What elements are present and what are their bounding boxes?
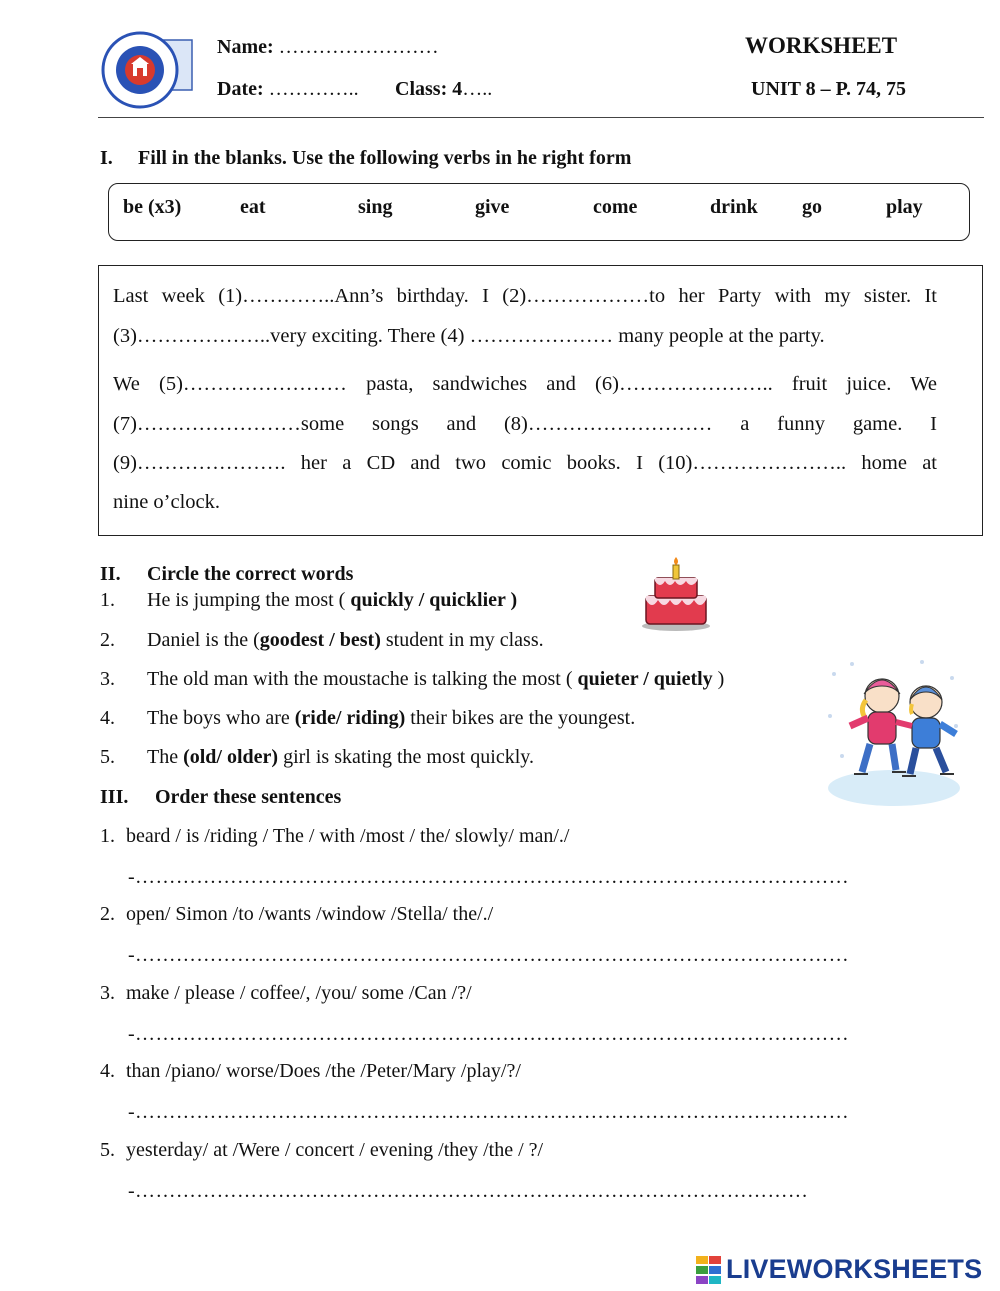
circle-item-5 (100, 746, 115, 769)
item-choices[interactable]: quieter / quietly (577, 668, 713, 690)
item-number: 1. (100, 589, 115, 611)
item-text: The old man with the moustache is talking the most ( (147, 668, 578, 690)
item-choices[interactable]: quickly / quicklier ) (350, 589, 518, 611)
order-item-5 (100, 1139, 543, 1162)
verb-sing: sing (358, 196, 393, 218)
item-number: 1. (100, 825, 115, 847)
order-item-1 (100, 825, 570, 848)
verb-drink: drink (710, 196, 758, 218)
section3-title: Order these sentences (155, 786, 342, 808)
item-number: 5. (100, 746, 115, 768)
liveworksheets-brand: LIVEWORKSHEETS (726, 1254, 983, 1284)
item-number: 2. (100, 903, 115, 925)
date-field[interactable] (217, 78, 359, 101)
circle-item-1 (100, 589, 115, 612)
passage-box (98, 265, 983, 536)
order-item-2 (100, 903, 493, 926)
circle-item-4 (100, 707, 115, 730)
skating-children-illustration (822, 656, 962, 812)
circle-item-4-text[interactable] (147, 707, 635, 730)
item-choices[interactable]: goodest / best) (259, 629, 381, 651)
verb-give: give (475, 196, 510, 218)
item-number: 4. (100, 1060, 115, 1082)
item-number: 3. (100, 982, 115, 1004)
item-text-post: ) (712, 668, 725, 690)
item-text-post: student in my class. (380, 629, 544, 651)
date-label: Date: (217, 78, 264, 100)
item-choices[interactable]: (old/ older) (183, 746, 279, 768)
name-dots: …………………… (278, 36, 439, 58)
circle-item-2-text[interactable] (147, 629, 544, 652)
section2-number: II. (100, 563, 121, 585)
scrambled-words: than /piano/ worse/Does /the /Peter/Mary /play/?/ (126, 1060, 521, 1082)
circle-item-2 (100, 629, 115, 652)
item-number: 4. (100, 707, 115, 729)
item-text: The boys who are (147, 707, 295, 729)
order-item-3 (100, 982, 472, 1005)
scrambled-words: beard / is /riding / The / with /most / the/ slowly/ man/./ (126, 825, 570, 847)
passage-line-6: nine o’clock. (113, 491, 221, 513)
item-text: The (147, 746, 184, 768)
answer-line-5[interactable]: -……………………………………………………………………………………… (128, 1180, 809, 1202)
item-number: 3. (100, 668, 115, 690)
section3-number: III. (100, 786, 129, 808)
worksheet-title: WORKSHEET (745, 33, 898, 58)
passage-line-4[interactable]: (7)……………………some songs and (8)……………………… a funny game. I (113, 413, 937, 435)
item-choices[interactable]: (ride/ riding) (294, 707, 406, 729)
circle-item-3-text[interactable] (147, 668, 724, 691)
verb-go: go (802, 196, 822, 218)
passage-line-2[interactable]: (3)………………..very exciting. There (4) ………………… many people at the party. (113, 325, 825, 347)
answer-line-1[interactable]: -…………………………………………………………………………………………… (128, 866, 850, 888)
section2-title: Circle the correct words (147, 563, 354, 585)
name-label: Name: (217, 36, 274, 58)
item-text: He is jumping the most ( (147, 589, 351, 611)
answer-line-4[interactable]: -…………………………………………………………………………………………… (128, 1101, 850, 1123)
scrambled-words: make / please / coffee/, /you/ some /Can /?/ (126, 982, 472, 1004)
scrambled-words: open/ Simon /to /wants /window /Stella/ the/./ (126, 903, 494, 925)
header-divider (98, 117, 984, 118)
birthday-cake-illustration (638, 556, 714, 632)
passage-line-5[interactable]: (9)…………………. her a CD and two comic books. I (10)………………….. home at (113, 452, 937, 474)
class-label: Class: 4 (395, 78, 463, 100)
verb-box (108, 183, 970, 241)
item-number: 2. (100, 629, 115, 651)
liveworksheets-icon (696, 1256, 722, 1284)
item-text-post: girl is skating the most quickly. (278, 746, 535, 768)
class-field[interactable] (395, 78, 492, 101)
passage-line-3[interactable]: We (5)…………………… pasta, sandwiches and (6)………………….. fruit juice. We (113, 373, 937, 395)
unit-label: UNIT 8 – P. 74, 75 (751, 78, 907, 100)
name-field[interactable] (217, 36, 439, 59)
circle-item-5-text[interactable] (147, 746, 534, 769)
circle-item-3 (100, 668, 115, 691)
verb-eat: eat (240, 196, 266, 218)
date-dots: ………….. (268, 78, 359, 100)
verb-play: play (886, 196, 923, 218)
answer-line-2[interactable]: -…………………………………………………………………………………………… (128, 944, 850, 966)
order-item-4 (100, 1060, 521, 1083)
answer-line-3[interactable]: -…………………………………………………………………………………………… (128, 1023, 850, 1045)
verb-be: be (x3) (123, 196, 182, 218)
section1-title: Fill in the blanks. Use the following verbs in he right form (138, 147, 632, 169)
class-dots: ….. (462, 78, 493, 100)
scrambled-words: yesterday/ at /Were / concert / evening /they /the / ?/ (126, 1139, 544, 1161)
item-number: 5. (100, 1139, 115, 1161)
verb-come: come (593, 196, 638, 218)
section1-number: I. (100, 147, 113, 169)
passage-line-1[interactable]: Last week (1)…………..Ann’s birthday. I (2)………………to her Party with my sister. It (113, 285, 937, 307)
school-logo (100, 30, 196, 110)
item-text: Daniel is the ( (147, 629, 260, 651)
item-text-post: their bikes are the youngest. (405, 707, 636, 729)
liveworksheets-logo[interactable] (696, 1254, 982, 1288)
circle-item-1-text[interactable] (147, 589, 517, 612)
